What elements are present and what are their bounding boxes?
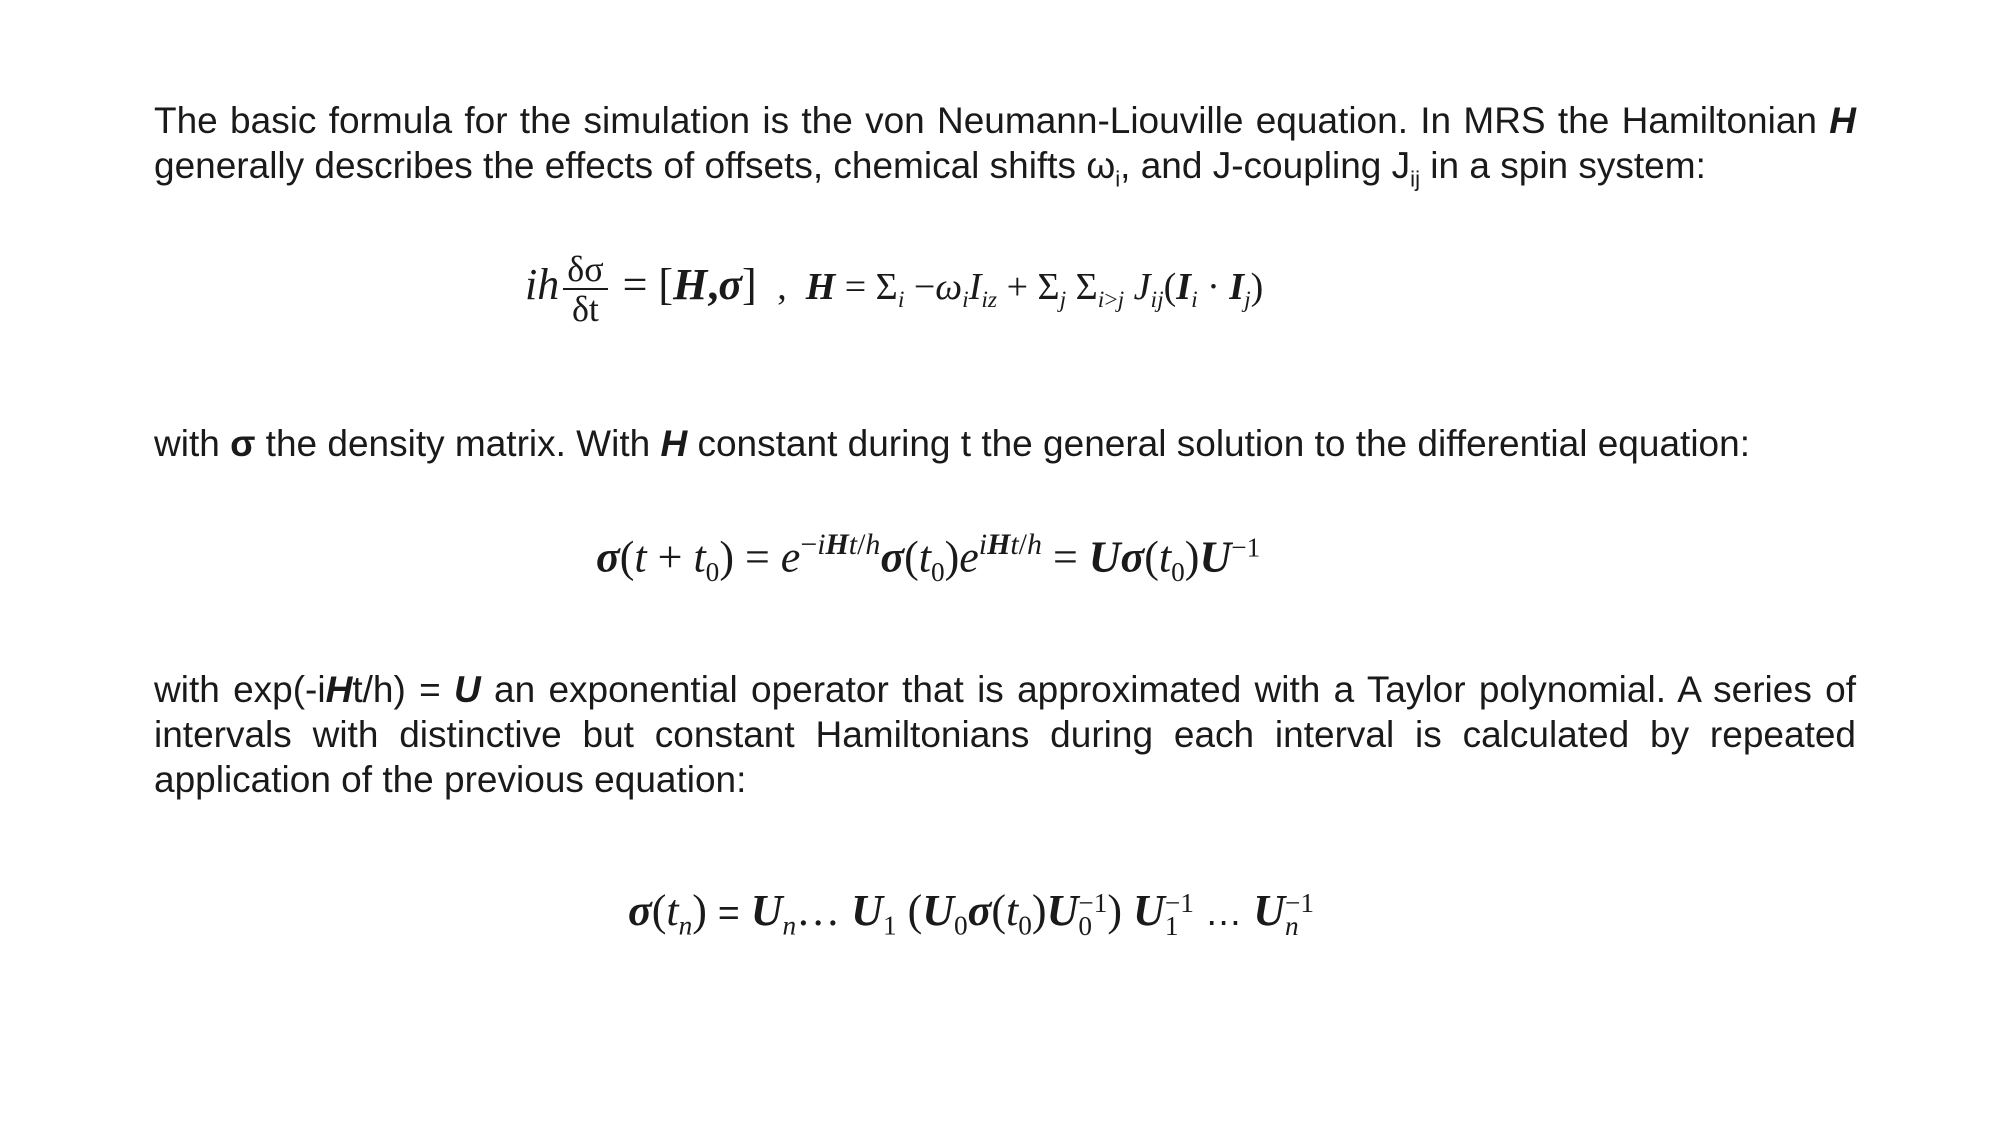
hamiltonian-symbol: H: [660, 423, 688, 464]
general-solution-equation: $\sigma(t + t_0) = e^{-iHt/h}\sigma(t_0)e^{iHt/h} = U\sigma(t_0)U^{-1}$: [596, 528, 1261, 587]
operator-paragraph: with exp(-iHt/h) = U an exponential operator that is approximated with a Taylor polynomial. A series of intervals with distinctive but constant Hamiltonians during each interval is calculated by repeated application of the previous equation:: [154, 669, 1856, 800]
density-matrix-paragraph: with σ the density matrix. With H constant during t the general solution to the differential equation:: [154, 423, 1750, 464]
hamiltonian-symbol: H: [1829, 100, 1856, 141]
hamiltonian-symbol: H: [325, 669, 353, 710]
von-neumann-equation: ih $\frac{\delta\sigma}{\delta t}$ = [H,σ] , $H = \Sigma_i -\omega_iI_{iz} + \Sigma_j$ $\Sigma_{i>j}$ $J_{ij}(I_i \cdot I_j)$: [525, 249, 1264, 329]
repeated-application-equation: $\sigma(t_n)$ = $U_n\dots$ $U_1$ ($U_0\sigma(t_0)U$ −1 0 ) U −1 1 … U −1 n: [628, 886, 1315, 941]
intro-paragraph: The basic formula for the simulation is the von Neumann-Liouville equation. In MRS the Hamiltonian H generally describes the effects of offsets, chemical shifts $\omega_i$, and J-coupling $J_{ij}$ in a spin system:: [154, 100, 1856, 192]
sigma-symbol: σ: [230, 423, 256, 464]
partial-fraction: $\frac{\delta\sigma}{\delta t}$: [563, 250, 607, 328]
operator-symbol: U: [453, 669, 481, 710]
